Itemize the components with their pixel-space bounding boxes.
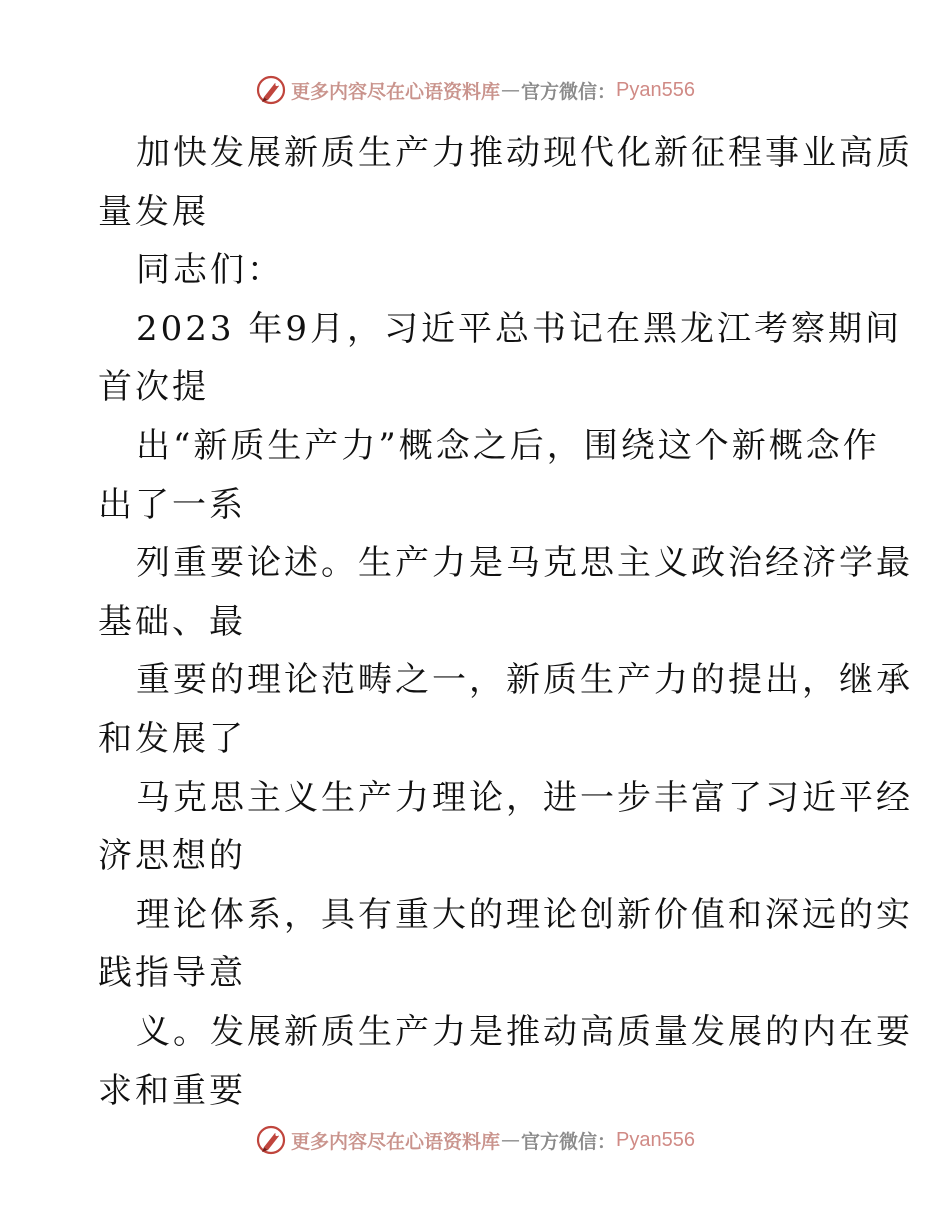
- watermark-separator: —: [501, 1129, 521, 1151]
- watermark-wechat-id: Pyan556: [616, 78, 695, 101]
- paragraph-line: 理论体系，具有重大的理论创新价值和深远的实: [136, 894, 913, 935]
- pen-logo-icon: [255, 74, 287, 106]
- paragraph-line: 践指导意: [98, 953, 246, 994]
- watermark-brand-text: 更多内容尽在心语资料库: [291, 1130, 501, 1153]
- paragraph-line: 出了一系: [98, 484, 246, 525]
- watermark-separator: —: [501, 79, 521, 101]
- paragraph-line: 济思想的: [98, 836, 246, 877]
- title-line-1: 加快发展新质生产力推动现代化新征程事业高质: [136, 133, 913, 173]
- header-watermark: [0, 70, 950, 110]
- paragraph-line: 出“新质生产力”概念之后，围绕这个新概念作: [136, 425, 880, 466]
- footer-watermark: [0, 1120, 950, 1160]
- paragraph-line: 和发展了: [98, 718, 246, 759]
- salutation: 同志们：: [136, 250, 284, 291]
- watermark-wechat-id: Pyan556: [616, 1128, 695, 1151]
- paragraph-line: 马克思主义生产力理论，进一步丰富了习近平经: [136, 777, 913, 818]
- title-line-2: 量发展: [98, 191, 209, 232]
- paragraph-line: 求和重要: [98, 1070, 246, 1111]
- document-body: [98, 124, 913, 1120]
- paragraph-line: 列重要论述。生产力是马克思主义政治经济学最: [136, 543, 913, 584]
- paragraph-line: 义。发展新质生产力是推动高质量发展的内在要: [136, 1011, 913, 1052]
- pen-logo-icon: [255, 1124, 287, 1156]
- paragraph-line: 基础、最: [98, 601, 246, 642]
- watermark-label: 官方微信：: [521, 80, 617, 103]
- watermark-brand-text: 更多内容尽在心语资料库: [291, 80, 501, 103]
- paragraph-line: 首次提: [98, 367, 209, 408]
- watermark-label: 官方微信：: [521, 1130, 617, 1153]
- paragraph-line: 2023 年9月，习近平总书记在黑龙江考察期间: [136, 308, 902, 349]
- paragraph-line: 重要的理论范畴之一，新质生产力的提出，继承: [136, 660, 913, 701]
